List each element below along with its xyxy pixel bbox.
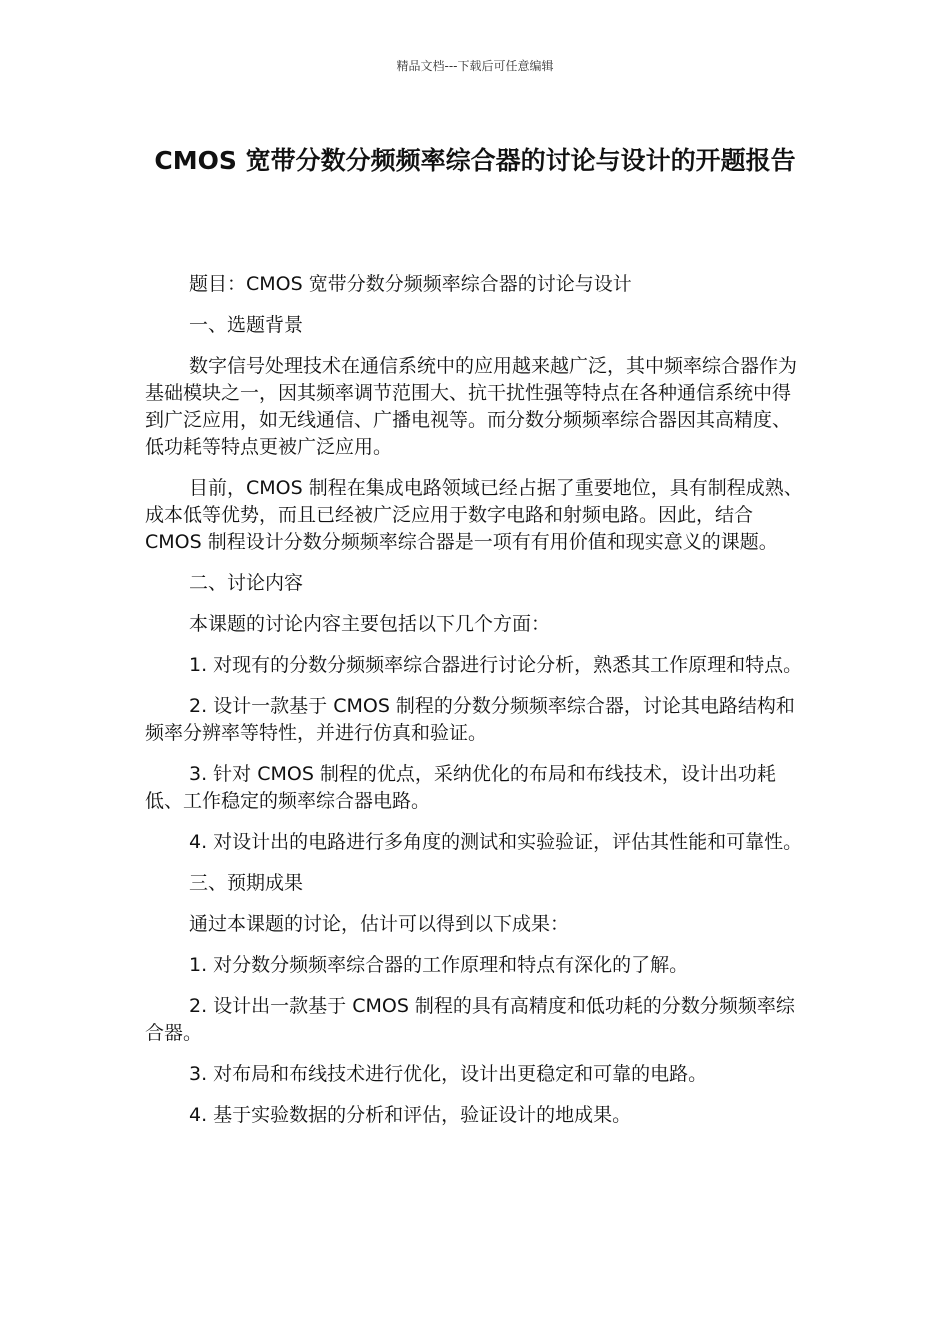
list-item: 1. 对现有的分数分频频率综合器进行讨论分析，熟悉其工作原理和特点。 (189, 654, 803, 676)
document-body (145, 271, 805, 1143)
document-title: CMOS 宽带分数分频频率综合器的讨论与设计的开题报告 (154, 146, 796, 175)
paragraph: 数字信号处理技术在通信系统中的应用越来越广泛，其中频率综合器作为基础模块之一，因其频率调节范围大、抗干扰性强等特点在各种通信系统中得到广泛应用，如无线通信、广播电视等。而分数分频频率综合器因其高精度、低功耗等特点更被广泛应用。 (145, 355, 798, 458)
header-note: 精品文档---下载后可任意编辑 (396, 59, 554, 73)
list-item: 3. 针对 CMOS 制程的优点，采纳优化的布局和布线技术，设计出功耗低、工作稳定的频率综合器电路。 (145, 763, 776, 812)
list-item: 3. 对布局和布线技术进行优化，设计出更稳定和可靠的电路。 (189, 1063, 708, 1085)
paragraph: 目前，CMOS 制程在集成电路领域已经占据了重要地位，具有制程成熟、成本低等优势，而且已经被广泛应用于数字电路和射频电路。因此，结合 CMOS 制程设计分数分频频率综合器是一项有有用价值和现实意义的课题。 (145, 477, 803, 553)
list-item: 2. 设计出一款基于 CMOS 制程的具有高精度和低功耗的分数分频频率综合器。 (145, 995, 795, 1044)
section-heading-content: 二、讨论内容 (189, 572, 304, 594)
section-heading-background: 一、选题背景 (189, 314, 304, 336)
paragraph: 本课题的讨论内容主要包括以下几个方面： (189, 613, 551, 635)
list-item: 2. 设计一款基于 CMOS 制程的分数分频频率综合器，讨论其电路结构和频率分辨率等特性，并进行仿真和验证。 (145, 695, 795, 744)
list-item: 1. 对分数分频频率综合器的工作原理和特点有深化的了解。 (189, 954, 689, 976)
list-item: 4. 基于实验数据的分析和评估，验证设计的地成果。 (189, 1104, 632, 1126)
section-heading-results: 三、预期成果 (189, 872, 304, 894)
list-item: 4. 对设计出的电路进行多角度的测试和实验验证，评估其性能和可靠性。 (189, 831, 803, 853)
topic-line: 题目：CMOS 宽带分数分频频率综合器的讨论与设计 (189, 273, 632, 295)
paragraph: 通过本课题的讨论，估计可以得到以下成果： (189, 913, 570, 935)
